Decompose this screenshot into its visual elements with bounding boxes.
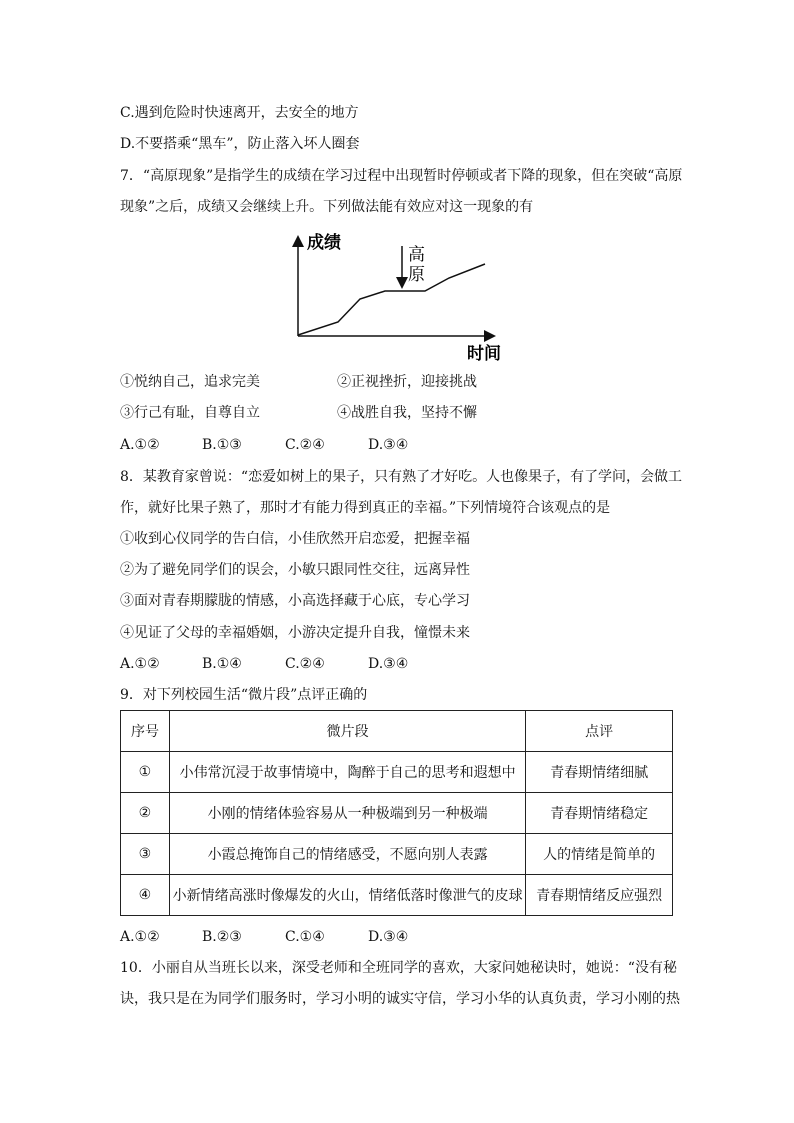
q7-stem-line2: 现象”之后，成绩又会继续上升。下列做法能有效应对这一现象的有	[120, 199, 534, 215]
q7-stem-line1: 7．“高原现象”是指学生的成绩在学习过程中出现暂时停顿或者下降的现象，但在突破“高原	[120, 168, 683, 184]
q8-statement-1: ①收到心仪同学的告白信，小佳欣然开启恋爱，把握幸福	[120, 531, 470, 547]
q8-answer-c[interactable]: C.②④	[285, 656, 325, 672]
row-comment: 人的情绪是简单的	[526, 834, 673, 875]
y-axis-label: 成绩	[307, 233, 341, 253]
q9-answer-b[interactable]: B.②③	[202, 929, 242, 945]
micro-clip-table	[120, 710, 673, 916]
table-row	[121, 834, 673, 875]
q10-stem-line1: 10．小丽自从当班长以来，深受老师和全班同学的喜欢，大家问她秘诀时，她说：“没有秘	[120, 960, 677, 976]
row-number: ②	[121, 793, 170, 834]
table-row	[121, 793, 673, 834]
q8-statement-3: ③面对青春期朦胧的情感，小高选择藏于心底，专心学习	[120, 593, 470, 609]
option-d-previous: D.不要搭乘“黑车”，防止落入坏人圈套	[120, 136, 360, 152]
q7-statement-4: ④战胜自我，坚持不懈	[337, 405, 477, 421]
q7-statement-2: ②正视挫折，迎接挑战	[337, 374, 477, 390]
table-row	[121, 752, 673, 793]
q8-statement-2: ②为了避免同学们的误会，小敏只跟同性交往，远离异性	[120, 562, 470, 578]
header-comment: 点评	[526, 711, 673, 752]
q7-answer-d[interactable]: D.③④	[368, 437, 409, 453]
q8-statement-4: ④见证了父母的幸福婚姻，小游决定提升自我，憧憬未来	[120, 625, 470, 641]
q8-stem-line2: 作，就好比果子熟了，那时才有能力得到真正的幸福。”下列情境符合该观点的是	[120, 500, 611, 516]
q9-stem: 9．对下列校园生活“微片段”点评正确的	[120, 687, 368, 703]
header-number: 序号	[121, 711, 170, 752]
header-clip: 微片段	[169, 711, 525, 752]
row-comment: 青春期情绪稳定	[526, 793, 673, 834]
x-axis-label: 时间	[467, 344, 501, 364]
option-c-previous: C.遇到危险时快速离开，去安全的地方	[120, 105, 359, 121]
q7-statement-3: ③行己有耻，自尊自立	[120, 405, 260, 421]
q9-answer-d[interactable]: D.③④	[368, 929, 409, 945]
table-row	[121, 875, 673, 916]
q8-answer-b[interactable]: B.①④	[202, 656, 242, 672]
row-number: ①	[121, 752, 170, 793]
row-clip: 小刚的情绪体验容易从一种极端到另一种极端	[169, 793, 525, 834]
q7-statement-1: ①悦纳自己，追求完美	[120, 374, 260, 390]
q7-answer-b[interactable]: B.①③	[202, 437, 242, 453]
row-clip: 小新情绪高涨时像爆发的火山，情绪低落时像泄气的皮球	[169, 875, 525, 916]
q8-answer-d[interactable]: D.③④	[368, 656, 409, 672]
q7-answer-a[interactable]: A.①②	[120, 437, 160, 453]
row-comment: 青春期情绪反应强烈	[526, 875, 673, 916]
q7-statements-row1	[120, 372, 260, 392]
grade-curve	[298, 264, 485, 335]
q9-answer-c[interactable]: C.①④	[285, 929, 325, 945]
q9-answer-a[interactable]: A.①②	[120, 929, 160, 945]
row-clip: 小霞总掩饰自己的情绪感受，不愿向别人表露	[169, 834, 525, 875]
table-header-row	[121, 711, 673, 752]
q8-stem-line1: 8．某教育家曾说：“恋爱如树上的果子，只有熟了才好吃。人也像果子，有了学问，会做工	[120, 469, 683, 485]
plateau-label-2: 原	[408, 265, 425, 285]
row-number: ③	[121, 834, 170, 875]
q7-answer-c[interactable]: C.②④	[285, 437, 325, 453]
q8-answer-a[interactable]: A.①②	[120, 656, 160, 672]
row-comment: 青春期情绪细腻	[526, 752, 673, 793]
plateau-label-1: 高	[408, 245, 425, 265]
row-number: ④	[121, 875, 170, 916]
row-clip: 小伟常沉浸于故事情境中，陶醉于自己的思考和遐想中	[169, 752, 525, 793]
grade-plateau-chart	[285, 228, 505, 368]
q10-stem-line2: 诀，我只是在为同学们服务时，学习小明的诚实守信，学习小华的认真负责，学习小刚的热	[120, 991, 680, 1007]
